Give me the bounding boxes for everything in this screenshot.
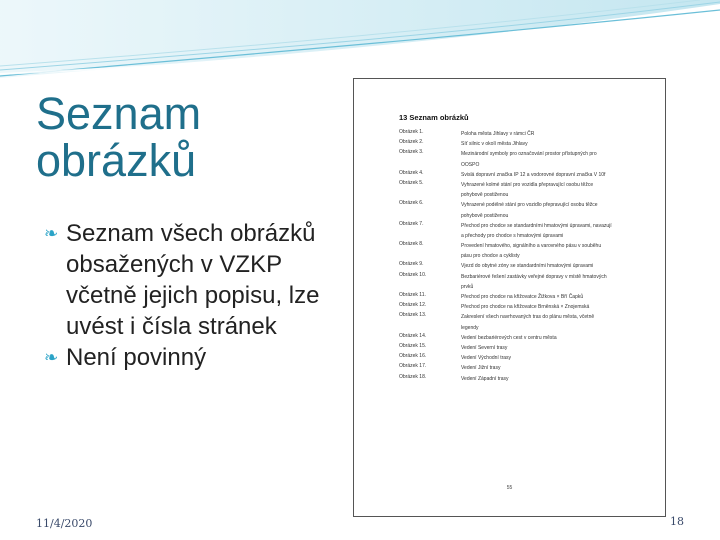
figure-list-row: [399, 333, 649, 343]
figure-caption: Provedení hmatového, signálního a varovného pásu v souběhu: [461, 243, 602, 250]
figure-label: Obrázek 7.: [399, 220, 424, 227]
figure-label: Obrázek 16.: [399, 353, 427, 360]
figure-list-row: [399, 190, 649, 200]
figure-label: Obrázek 18.: [399, 373, 427, 380]
figure-caption: Vedení Severní trasy: [461, 344, 508, 351]
figure-caption: pohybově postiženou: [461, 212, 509, 219]
figure-label: Obrázek 9.: [399, 261, 424, 268]
figure-list-row: [399, 211, 649, 221]
figure-label: Obrázek 1.: [399, 129, 424, 135]
figure-label: Obrázek 14.: [399, 332, 427, 339]
figure-list-row: [399, 292, 649, 302]
figure-list-row: [399, 374, 649, 384]
figure-caption: Vedení Západní trasy: [461, 375, 509, 382]
figure-list-row: [399, 231, 649, 241]
figure-list-row: [399, 323, 649, 333]
figure-caption: Vedení bezbariérových cest v centru města: [461, 334, 557, 341]
figure-list-row: [399, 261, 649, 271]
figure-list-row: [399, 129, 649, 139]
figure-list-row: [399, 272, 649, 282]
figure-caption: a přechody pro chodce s hmatovými úpravami: [461, 232, 564, 239]
figure-list-row: [399, 363, 649, 373]
figure-list-row: [399, 149, 649, 159]
ornamental-bullet-icon: ❧: [44, 348, 59, 367]
figure-label: Obrázek 11.: [399, 292, 426, 298]
figure-label: Obrázek 17.: [399, 363, 427, 370]
figure-list-row: [399, 353, 649, 363]
figure-caption: Zakreslení všech navrhovaných tras do plánu města, včetně: [461, 314, 595, 321]
figure-list-row: [399, 200, 649, 210]
figure-caption: Svislá dopravní značka IP 12 a vodorovné dopravní značka V 10f: [461, 171, 606, 178]
slide-number: 18: [670, 515, 684, 528]
figure-list-row: [399, 170, 649, 180]
figure-label: Obrázek 5.: [399, 179, 424, 186]
figure-caption: Přechod pro chodce na křižovatce Brněnská × Znojemská: [461, 304, 590, 311]
figure-list-row: [399, 160, 649, 170]
figure-list-row: [399, 241, 649, 251]
footer-date: 11/4/2020: [36, 517, 93, 530]
figure-list-row: [399, 302, 649, 312]
figure-caption: Vedení Jižní trasy: [461, 365, 501, 372]
figure-caption: Vyhrazené kolmé stání pro vozidla přepravující osobu těžce: [461, 181, 594, 188]
figure-caption: Vedení Východní trasy: [461, 355, 512, 362]
figure-list-row: [399, 282, 649, 292]
figure-label: Obrázek 10.: [399, 271, 427, 278]
figure-list: [399, 129, 649, 384]
figure-list-row: [399, 221, 649, 231]
figure-caption: legendy: [461, 324, 479, 331]
figure-label: Obrázek 13.: [399, 312, 427, 319]
figure-list-row: [399, 139, 649, 149]
figure-label: Obrázek 3.: [399, 149, 424, 156]
bullet-list: [44, 218, 349, 373]
figure-caption: Vjezd do obytné zóny se standardními hmatovými úpravami: [461, 263, 594, 270]
figure-caption: Přechod pro chodce na křižovatce Žižkova × Bří Čapků: [461, 294, 584, 300]
bullet-item: [44, 218, 349, 342]
figure-caption: pohybově postiženou: [461, 192, 509, 199]
figure-label: Obrázek 6.: [399, 200, 424, 207]
figure-caption: Vyhrazené podélné stání pro vozidlo přepravující osobu těžce: [461, 202, 598, 209]
figure-label: Obrázek 12.: [399, 302, 427, 309]
figure-caption: Síť silnic v okolí města Jihlavy: [461, 141, 528, 148]
slide-title-line1: Seznam: [36, 88, 202, 139]
figure-caption: prvků: [461, 283, 474, 290]
figure-caption: Poloha města Jihlavy v rámci ČR: [461, 131, 535, 137]
figure-caption: Mezinárodní symboly pro označování prostor přístupných pro: [461, 151, 597, 158]
figure-caption: Přechod pro chodce se standardními hmatovými úpravami, navazují: [461, 222, 612, 229]
figure-label: Obrázek 8.: [399, 241, 424, 248]
figure-caption: pásu pro chodce a cyklisty: [461, 253, 520, 260]
document-page-thumbnail: [353, 78, 666, 517]
figure-label: Obrázek 4.: [399, 169, 424, 176]
figure-list-row: [399, 251, 649, 261]
figure-list-row: [399, 343, 649, 353]
document-heading: 13 Seznam obrázků: [399, 113, 469, 122]
figure-caption: Bezbariérové řešení zastávky veřejné dopravy v místě hmatových: [461, 273, 607, 280]
bullet-text: Není povinný: [66, 344, 207, 371]
figure-label: Obrázek 2.: [399, 139, 424, 146]
bullet-text: Seznam všech obrázků obsažených v VZKP včetně jejich popisu, lze uvést i čísla stránek: [66, 220, 320, 340]
document-page-number: 55: [506, 485, 513, 491]
figure-label: Obrázek 15.: [399, 342, 427, 349]
bullet-item: [44, 342, 349, 373]
slide-title: [36, 90, 336, 184]
figure-list-row: [399, 180, 649, 190]
figure-caption: OOSPO: [461, 161, 480, 168]
figure-list-row: [399, 312, 649, 322]
ornamental-bullet-icon: ❧: [44, 224, 59, 243]
slide-title-line2: obrázků: [36, 135, 197, 186]
decorative-header-swoosh: [0, 0, 720, 80]
